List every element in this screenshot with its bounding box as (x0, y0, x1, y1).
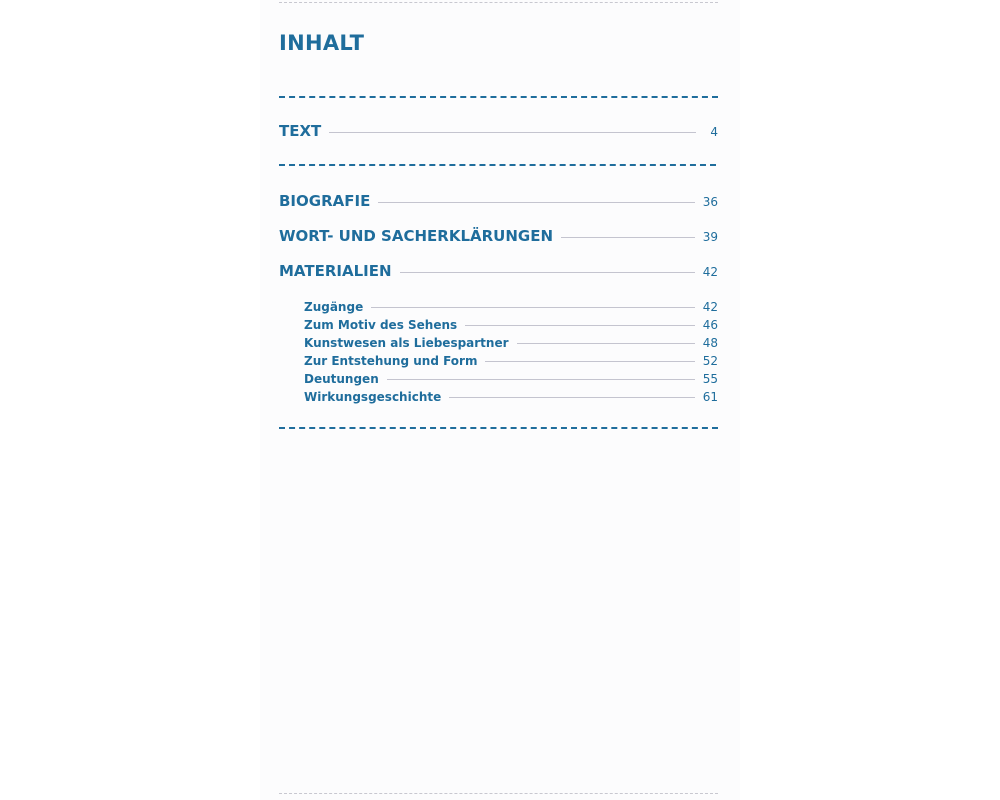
toc-leader (485, 361, 694, 362)
toc-subentry[interactable] (304, 372, 718, 386)
toc-subentry[interactable] (304, 390, 718, 404)
divider-1 (279, 96, 718, 98)
toc-entry-wort-und-sacherklaerungen[interactable] (279, 227, 718, 245)
toc-subentry-label: Zur Entstehung und Form (304, 354, 478, 368)
toc-leader (517, 343, 695, 344)
toc-page-number: 61 (702, 390, 718, 404)
toc-subentry[interactable] (304, 318, 718, 332)
toc-page-number: 46 (702, 318, 718, 332)
toc-page-number: 36 (702, 195, 718, 209)
page-title: INHALT (279, 31, 365, 55)
toc-leader (561, 237, 695, 238)
toc-subentry-label: Deutungen (304, 372, 379, 386)
toc-entry-label: BIOGRAFIE (279, 192, 371, 210)
toc-leader (329, 132, 696, 133)
toc-subentry[interactable] (304, 300, 718, 314)
toc-leader (378, 202, 694, 203)
toc-leader (371, 307, 695, 308)
toc-leader (400, 272, 695, 273)
divider-2 (279, 164, 716, 166)
toc-subentry[interactable] (304, 336, 718, 350)
toc-leader (465, 325, 695, 326)
toc-page-number: 52 (702, 354, 718, 368)
bottom-divider (279, 793, 718, 794)
toc-entry-biografie[interactable] (279, 192, 718, 210)
toc-subentry-label: Zum Motiv des Sehens (304, 318, 458, 332)
toc-entry-label: TEXT (279, 122, 322, 140)
toc-subentry-label: Wirkungsgeschichte (304, 390, 442, 404)
toc-entry-materialien[interactable] (279, 262, 718, 280)
toc-leader (387, 379, 695, 380)
toc-page-number: 48 (702, 336, 718, 350)
top-divider (279, 2, 718, 3)
toc-page-number: 42 (702, 265, 718, 279)
toc-subentry-label: Kunstwesen als Liebespartner (304, 336, 509, 350)
toc-page-number: 4 (710, 125, 718, 139)
toc-entry-label: MATERIALIEN (279, 262, 392, 280)
toc-page-number: 39 (702, 230, 718, 244)
toc-page-number: 55 (702, 372, 718, 386)
divider-3 (279, 427, 718, 429)
toc-entry-label: WORT- UND SACHERKLÄRUNGEN (279, 227, 554, 245)
toc-entry-text[interactable] (279, 122, 718, 140)
toc-subentry-label: Zugänge (304, 300, 364, 314)
toc-subentry[interactable] (304, 354, 718, 368)
toc-leader (449, 397, 694, 398)
toc-page-number: 42 (702, 300, 718, 314)
